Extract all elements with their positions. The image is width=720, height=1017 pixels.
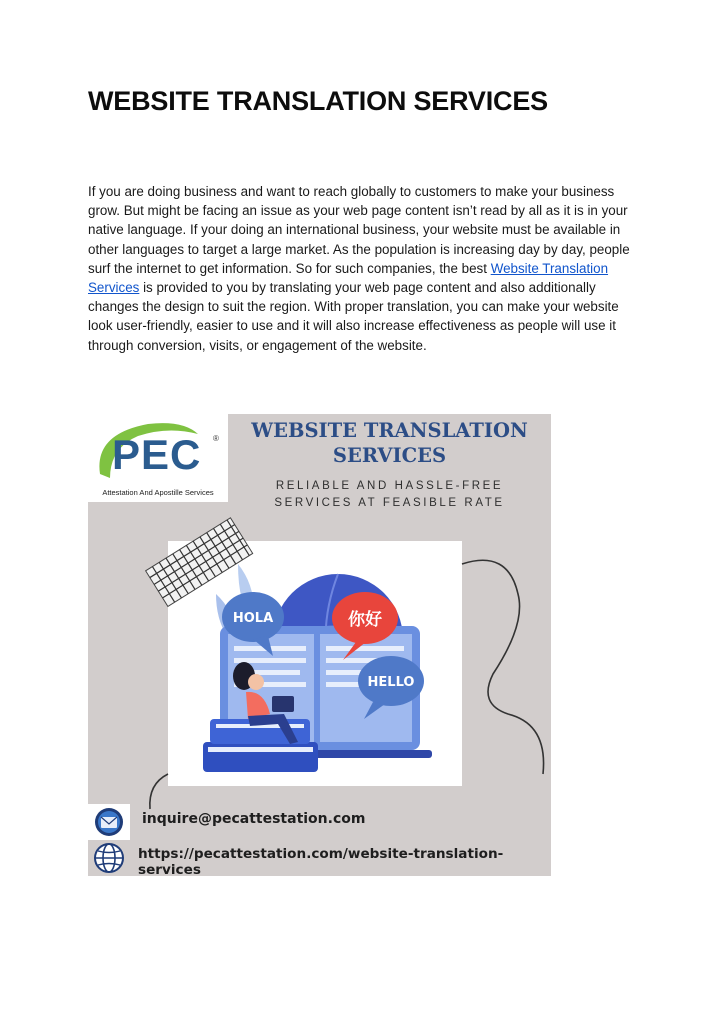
books-icon [203,719,318,772]
hello-text: HELLO [367,675,415,690]
poster-title-line-2: SERVICES [332,444,447,467]
globe-web-icon [93,842,127,876]
email-icon-box [88,804,130,840]
paragraph-text-before: If you are doing business and want to reach globally to customers to make your business grow. But might be facing an issue as your web page content isn’t read by all as it is in your native language. If your doing an international business, your website must be available in other languages to target a large market. As the population is increasing day by day, people surf the internet to get information. So for such companies, the best [88,184,630,276]
logo-subtitle: Attestation And Apostille Services [102,488,214,497]
poster-title [228,418,551,468]
poster-subtitle-line-1: RELIABLE AND HASSLE-FREE [275,480,504,492]
contact-email: inquire@pecattestation.com [142,811,366,827]
pec-logo [88,414,228,502]
email-icon [88,804,130,840]
website-translation-link[interactable]: Website Translation Services [88,260,609,296]
poster-subtitle [228,478,551,512]
decorative-wire [462,560,544,774]
chinese-greeting-text: 你好 [348,610,382,630]
promo-poster [88,414,551,876]
contact-info [88,804,551,876]
contact-url: https://pecattestation.com/website-translation-services [138,846,504,876]
poster-subtitle-line-2: SERVICES AT FEASIBLE RATE [274,497,505,509]
hola-text: HOLA [232,611,274,626]
poster-title-line-1: WEBSITE TRANSLATION [251,419,528,442]
body-paragraph [88,182,636,355]
page-title: WEBSITE TRANSLATION SERVICES [88,86,548,116]
paragraph-text-after: is provided to you by translating your web page content and also additionally changes the design to suit the region. With proper translation, you can make your website look user-friendly, easier to use and it will also increase effectiveness as people will use it through conversion, visits, or engagement of the website. [88,280,619,353]
logo-registered-mark: ® [213,434,219,443]
logo-text: PEC [112,431,202,478]
